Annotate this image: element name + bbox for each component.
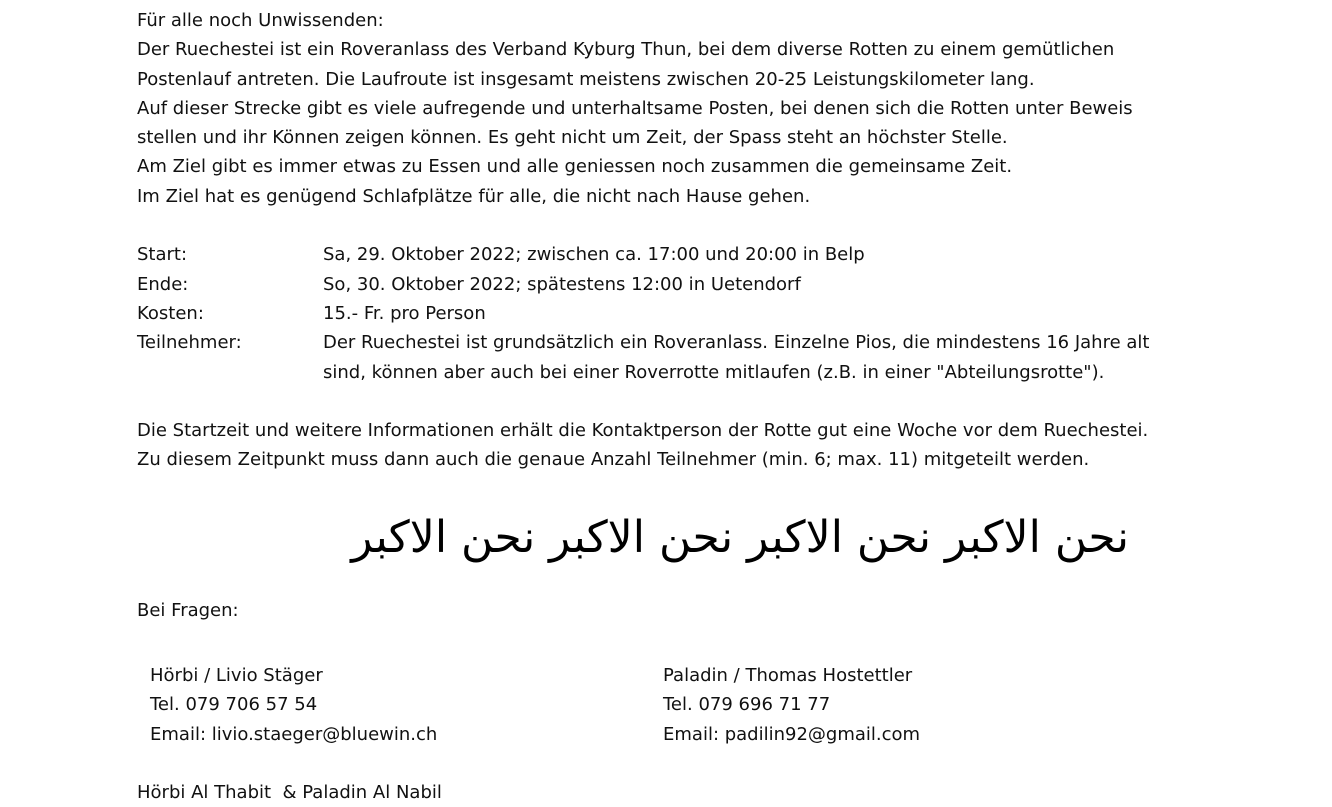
contact-card <box>150 661 663 749</box>
cost-value: 15.- Fr. pro Person <box>323 302 486 324</box>
spacer <box>137 387 1187 416</box>
spacer <box>137 211 1187 240</box>
detail-participants <box>137 328 1187 387</box>
intro-line: Für alle noch Unwissenden: <box>137 10 384 31</box>
intro-line: Am Ziel gibt es immer etwas zu Essen und alle geniessen noch zusammen die gemeinsame Zeit. <box>137 156 1013 178</box>
contact-name: Hörbi / Livio Stäger <box>150 665 323 686</box>
intro-paragraph <box>137 6 1187 211</box>
contact-email: Email: livio.staeger@bluewin.ch <box>150 723 438 745</box>
info-line: Zu diesem Zeitpunkt muss dann auch die genaue Anzahl Teilnehmer (min. 6; max. 11) mitgeteilt werden. <box>137 449 1090 471</box>
participants-value <box>323 328 1187 387</box>
end-label: Ende: <box>137 273 189 295</box>
participants-label: Teilnehmer: <box>137 332 242 354</box>
intro-line: Der Ruechestei ist ein Roveranlass des Verband Kyburg Thun, bei dem diverse Rotten zu einem gemütlichen <box>137 39 1115 61</box>
start-label: Start: <box>137 244 188 266</box>
event-details <box>137 240 1187 386</box>
contacts <box>150 661 1190 749</box>
detail-end <box>137 270 1187 299</box>
contact-card <box>663 661 1176 749</box>
participants-line: sind, können aber auch bei einer Roverrotte mitlaufen (z.B. in einer "Abteilungsrotte"). <box>323 361 1105 383</box>
detail-cost <box>137 299 1187 328</box>
contact-phone: Tel. 079 706 57 54 <box>150 694 318 716</box>
document-page <box>137 6 1187 803</box>
contact-phone: Tel. 079 696 71 77 <box>663 694 831 716</box>
intro-line: stellen und ihr Können zeigen können. Es geht nicht um Zeit, der Spass steht an höchster Stelle. <box>137 127 1008 149</box>
cost-label: Kosten: <box>137 302 204 324</box>
intro-line: Im Ziel hat es genügend Schlafplätze für alle, die nicht nach Hause gehen. <box>137 185 811 207</box>
end-value: So, 30. Oktober 2022; spätestens 12:00 in Uetendorf <box>323 273 801 295</box>
info-paragraph <box>137 416 1187 475</box>
arabic-heading: نحن الاكبر نحن الاكبر نحن الاكبر نحن الاكبر <box>351 512 1129 563</box>
participants-line: Der Ruechestei ist grundsätzlich ein Roveranlass. Einzelne Pios, die mindestens 16 Jahre alt <box>323 332 1150 354</box>
questions-label: Bei Fragen: <box>137 600 239 621</box>
start-value: Sa, 29. Oktober 2022; zwischen ca. 17:00 und 20:00 in Belp <box>323 244 865 266</box>
info-line: Die Startzeit und weitere Informationen erhält die Kontaktperson der Rotte gut eine Woche vor dem Ruechestei. <box>137 420 1149 442</box>
contact-email: Email: padilin92@gmail.com <box>663 723 921 745</box>
intro-line: Auf dieser Strecke gibt es viele aufregende und unterhaltsame Posten, bei denen sich die Rotten unter Beweis <box>137 97 1133 119</box>
intro-line: Postenlauf antreten. Die Laufroute ist insgesamt meistens zwischen 20-25 Leistungskilometer lang. <box>137 68 1035 90</box>
detail-start <box>137 240 1187 269</box>
signature: Hörbi Al Thabit & Paladin Al Nabil <box>137 782 442 803</box>
contact-name: Paladin / Thomas Hostettler <box>663 665 913 686</box>
